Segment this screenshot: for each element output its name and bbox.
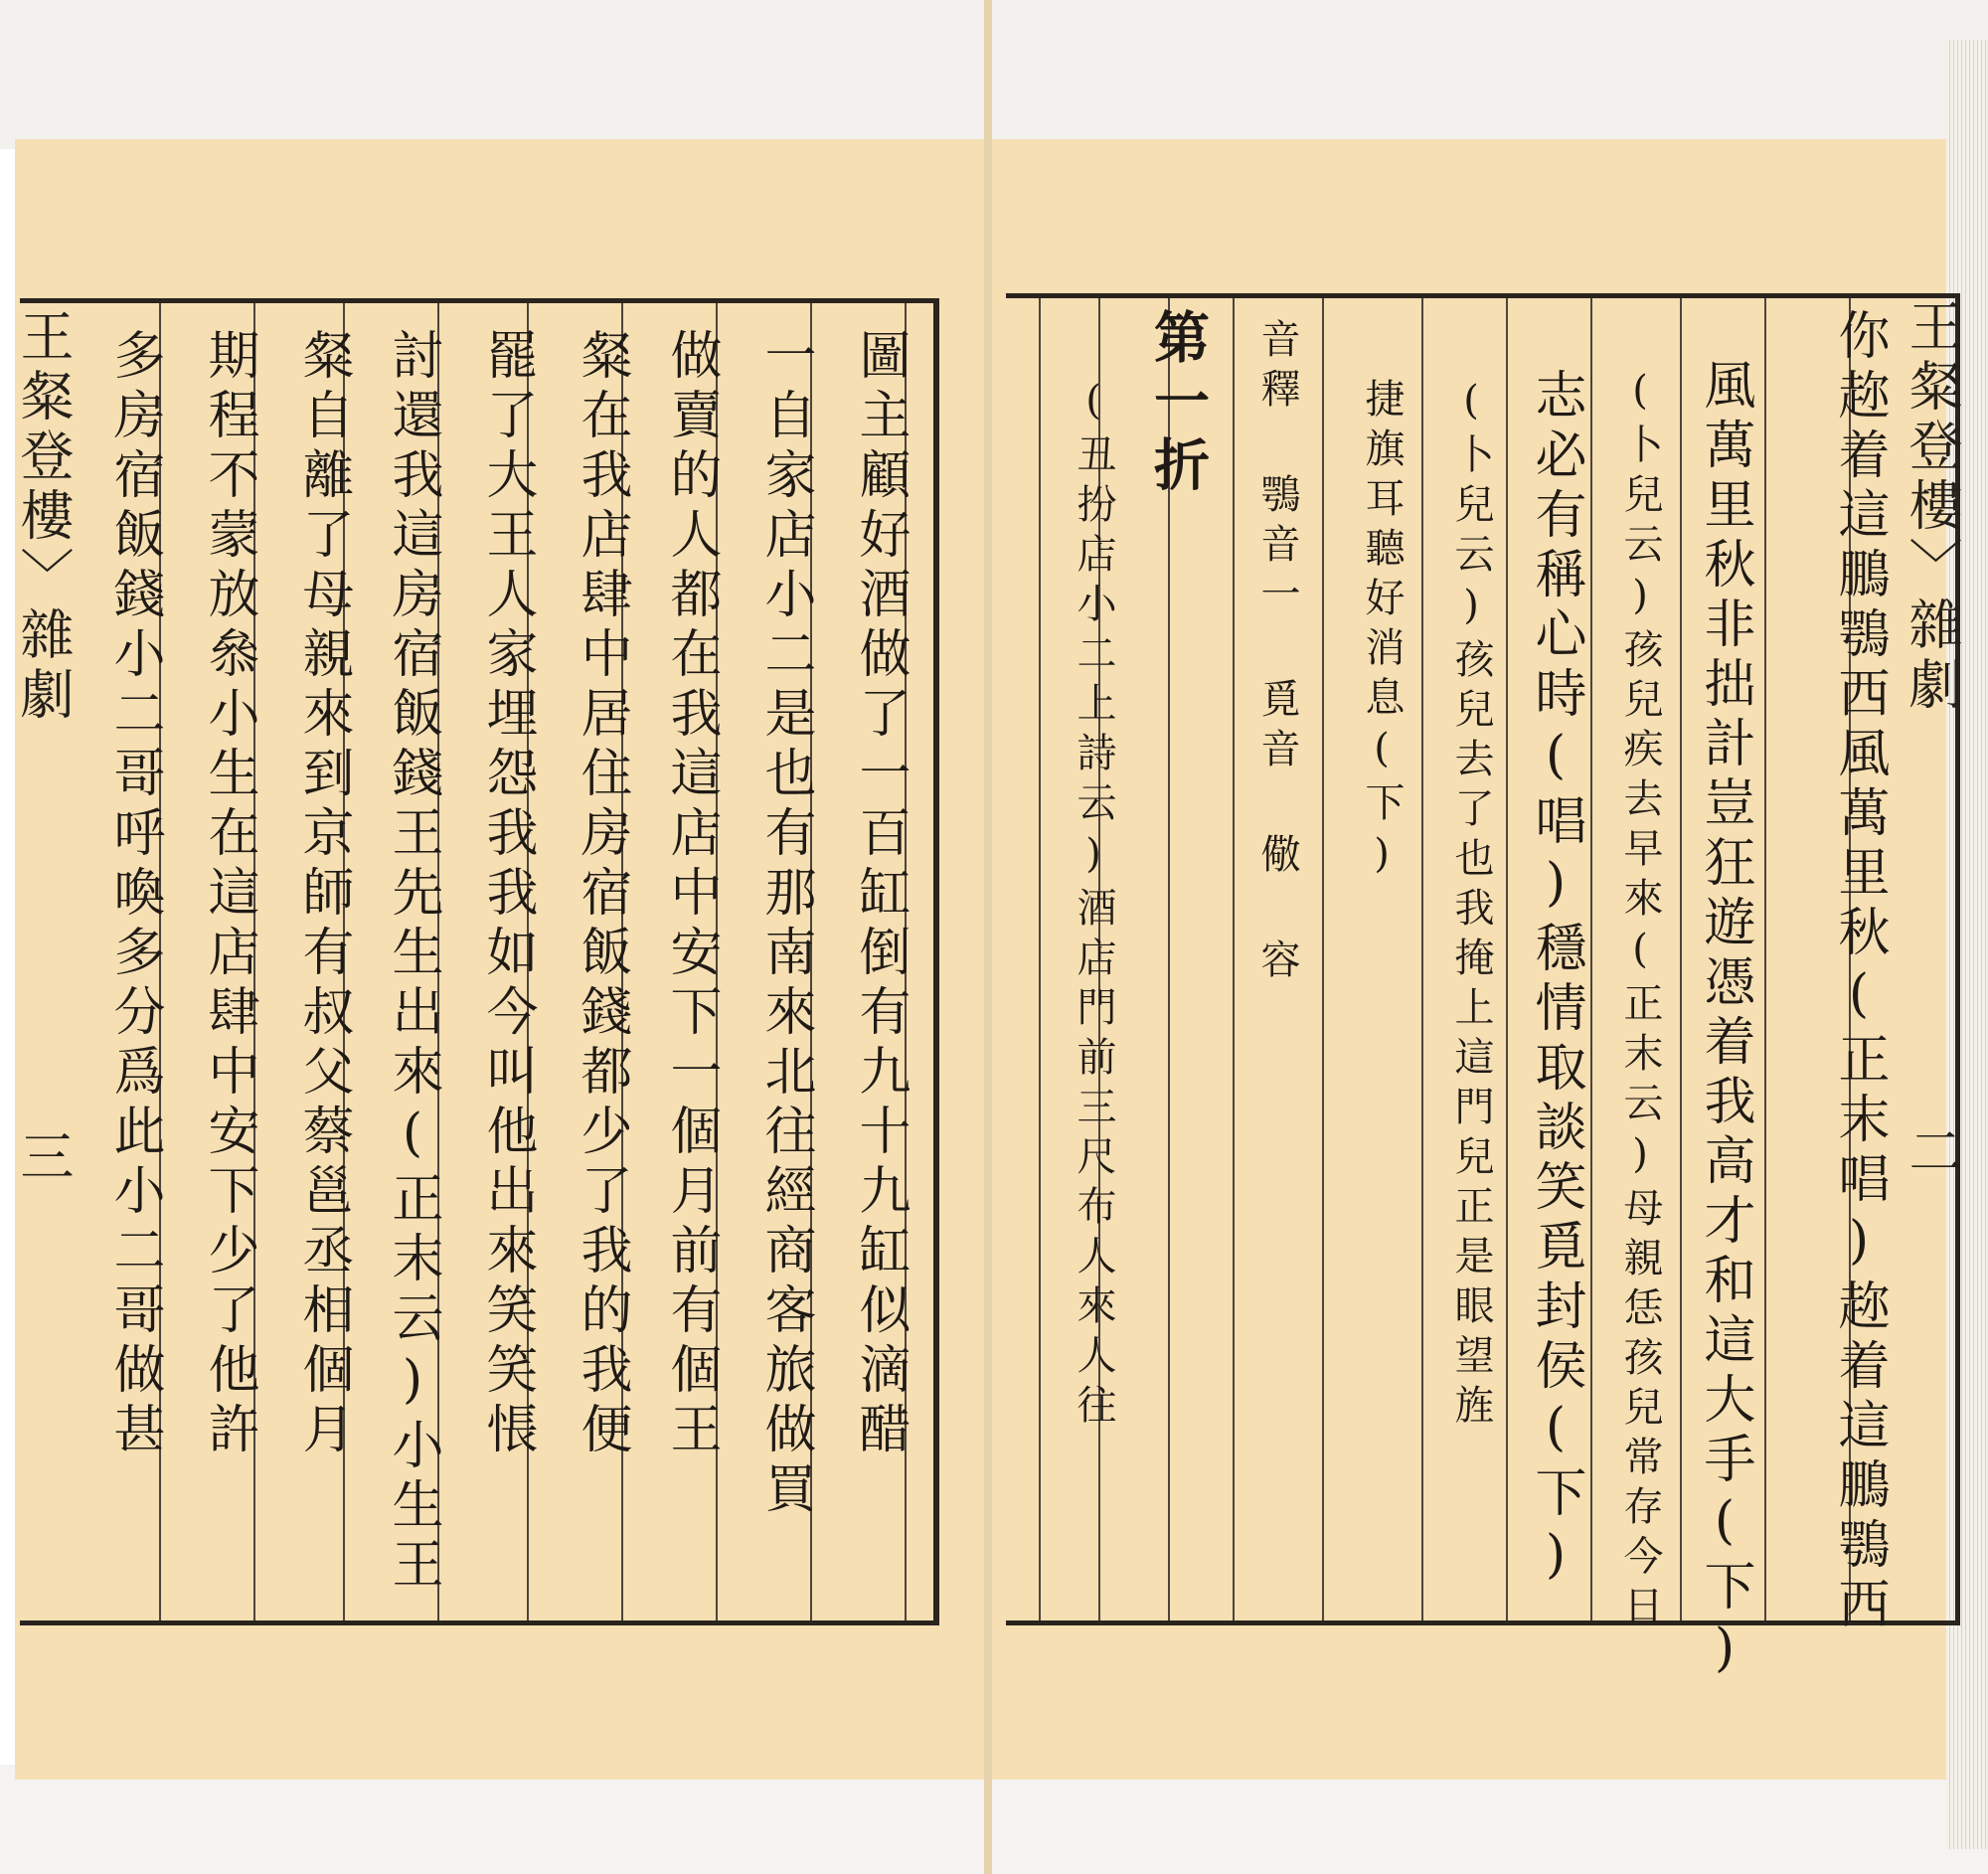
text-column: (卜兒云)孩兒去了也我掩上這門兒正是眼望旌 <box>1448 378 1494 1434</box>
column-rule <box>1506 298 1508 1620</box>
text-column: 討還我這房宿飯錢王先生出來(正末云)小生王 <box>383 328 442 1597</box>
column-rule <box>1764 298 1766 1620</box>
column-rule <box>1680 298 1682 1620</box>
text-column: 捷旗耳聽好消息(下) <box>1359 378 1405 887</box>
text-column: 罷了大王人家埋怨我我如今叫他出來笑笑悵 <box>477 328 537 1461</box>
column-rule <box>1421 298 1423 1620</box>
text-column: 一自家店小二是也有那南來北往經商客旅做買 <box>755 328 815 1521</box>
text-column: 風萬里秋非拙計豈狂遊憑着我高才和這大手(下) <box>1695 358 1754 1686</box>
column-rule <box>1322 298 1324 1620</box>
text-column: 粲在我店肆中居住房宿飯錢都少了我的我便 <box>572 328 631 1461</box>
column-rule <box>1590 298 1592 1620</box>
text-column: 粲自離了母親來到京師有叔父蔡邕丞相個月 <box>293 328 353 1461</box>
column-rule <box>1039 298 1041 1620</box>
text-column: 圖主顧好酒做了一百缸倒有九十九缸似滴醋 <box>850 328 910 1461</box>
text-column: 你趂着這鵬鶚西風萬里秋(正末唱)趂着這鵬鶚西 <box>1829 308 1889 1636</box>
text-column: 多房宿飯錢小二哥呼喚多分爲此小二哥做甚 <box>104 328 164 1461</box>
text-column: 做賣的人都在我這店中安下一個月前有個王 <box>661 328 721 1461</box>
right-page-number: 二 <box>1901 1123 1963 1183</box>
column-rule <box>1233 298 1235 1620</box>
scan-background-top <box>0 0 1988 149</box>
chapter-heading: 第一折 <box>1145 308 1211 499</box>
right-margin-title: 王粲登樓〉雜劇 <box>1901 298 1963 716</box>
left-page-number: 三 <box>12 1128 75 1188</box>
text-column: (丑扮店小二上詩云)酒店門前三尺布人來人往 <box>1071 378 1116 1434</box>
text-column: 期程不蒙放叅小生在這店肆中安下少了他許 <box>199 328 258 1461</box>
text-column: 志必有稱心時(唱)穩情取談笑覓封侯(下) <box>1526 368 1585 1593</box>
scan-background-bottom <box>0 1765 1988 1874</box>
left-margin-title: 王粲登樓〉雜劇 <box>12 308 75 726</box>
text-column: (卜兒云)孩兒疾去早來(正末云)母親恁孩兒常存今日 <box>1617 368 1663 1634</box>
text-column: 音釋 鶚音一 覓音 儆 容 <box>1254 318 1300 988</box>
book-gutter <box>984 0 992 1874</box>
